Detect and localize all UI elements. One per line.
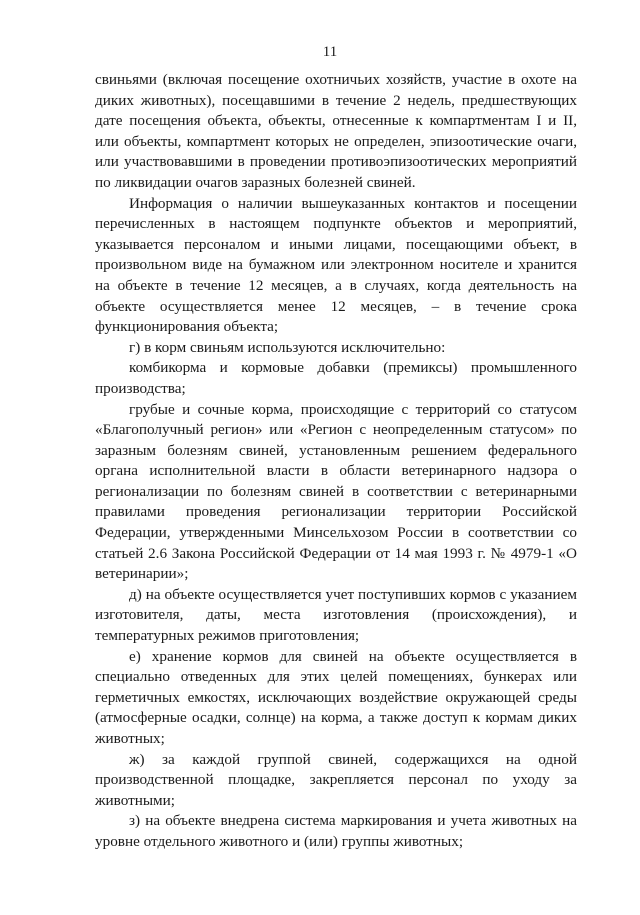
page-number: 11 — [322, 44, 338, 60]
paragraph-item-z: з) на объекте внедрена система маркирования и учета животных на уровне отдельного животного и (или) группы животных; — [95, 812, 577, 850]
document-body — [95, 70, 577, 853]
paragraph-continuation: свиньями (включая посещение охотничьих хозяйств, участие в охоте на диких животных), посещавшими в течение 2 недель, предшествующих дате посещения объекта, объекты, отнесенные к компартментам I и II, или объекты, компартмент которых не определен, эпизоотические очаги, или участвовавшими в проведении противоэпизоотических мероприятий по ликвидации очагов заразных болезней свиней. — [95, 71, 577, 191]
paragraph-roughage: грубые и сочные корма, происходящие с территорий со статусом «Благополучный регион» или «Регион с неопределенным статусом» по заразным болезням свиней, установленным решением федерального органа исполнительной власти в области ветеринарного надзора о регионализации по болезням свиней в соответствии с ветеринарными правилами проведения регионализации территории Российской Федерации, утвержденными Минсельхозом России в соответствии со статьей 2.6 Закона Российской Федерации от 14 мая 1993 г. № 4979-1 «О ветеринарии»; — [95, 400, 577, 583]
paragraph-item-zh: ж) за каждой группой свиней, содержащихся на одной производственной площадке, закрепляется персонал по уходу за животными; — [95, 750, 577, 809]
paragraph-item-d: д) на объекте осуществляется учет поступивших кормов с указанием изготовителя, даты, места изготовления (происхождения), и температурных режимов приготовления; — [95, 585, 577, 645]
paragraph-contacts-info: Информация о наличии вышеуказанных контактов и посещении перечисленных в настоящем подпункте объектов и мероприятий, указывается персоналом и иными лицами, посещающими объект, в произвольном виде на бумажном или электронном носителе и хранится на объекте в течение 12 месяцев, а в случаях, когда деятельность на объекте осуществляется менее 12 месяцев, – в течение срока функционирования объекта; — [95, 194, 577, 336]
paragraph-item-g: г) в корм свиньям используются исключительно: — [129, 338, 446, 356]
paragraph-compound-feed: комбикорма и кормовые добавки (премиксы) промышленного производства; — [95, 359, 577, 397]
paragraph-item-e: е) хранение кормов для свиней на объекте осуществляется в специально отведенных для этих целей помещениях, бункерах или герметичных емкостях, исключающих воздействие окружающей среды (атмосферные осадки, солнце) на корма, а также доступ к кормам диких животных; — [95, 647, 577, 747]
